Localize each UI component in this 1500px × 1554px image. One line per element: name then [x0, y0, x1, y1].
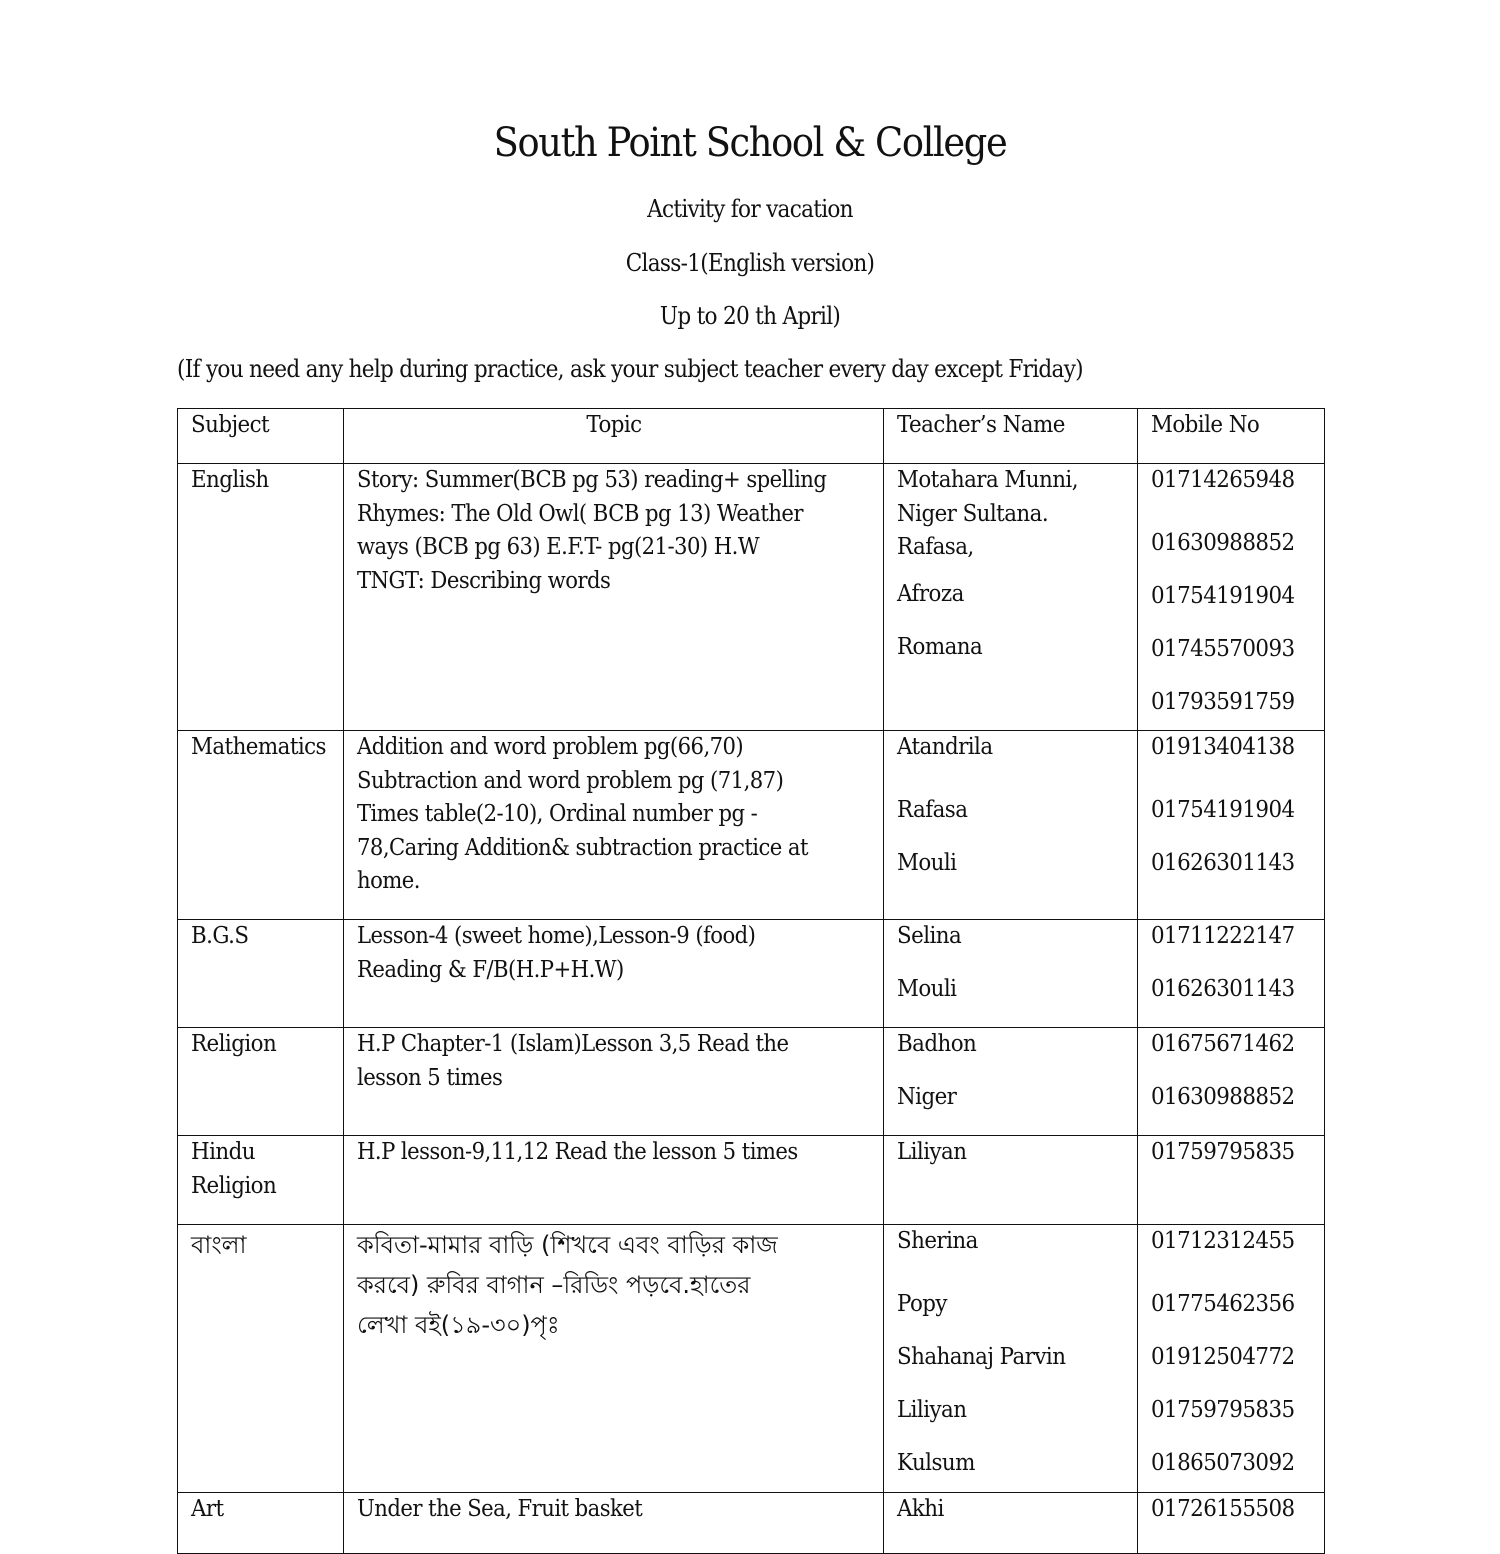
- topic-cell: H.P lesson-9,11,12 Read the lesson 5 times: [344, 1136, 884, 1225]
- topic-cell: Lesson-4 (sweet home),Lesson-9 (food) Reading & F/B(H.P+H.W): [344, 920, 884, 1028]
- teacher-cell: Selina Mouli: [884, 920, 1138, 1028]
- table-row: [178, 1225, 1325, 1493]
- schedule-table: [177, 408, 1325, 1554]
- table-row: [178, 464, 1325, 731]
- table-row: [178, 731, 1325, 920]
- mobile-cell: 01714265948 01630988852 01754191904 01745570093 01793591759: [1138, 464, 1325, 731]
- mobile-cell: 01726155508: [1138, 1493, 1325, 1554]
- header-topic: Topic: [344, 409, 884, 464]
- mobile-cell: 01913404138 01754191904 01626301143: [1138, 731, 1325, 920]
- teacher-cell: Badhon Niger: [884, 1028, 1138, 1136]
- topic-cell: কবিতা-মামার বাড়ি (শিখবে এবং বাড়ির কাজ করবে) রুবির বাগান –রিডিং পড়বে.হাতের লেখা বই(১৯-৩০)পৃঃ: [344, 1225, 884, 1493]
- teacher-cell: Sherina Popy Shahanaj Parvin Liliyan Kulsum: [884, 1225, 1138, 1493]
- table-row: [178, 1136, 1325, 1225]
- teacher-cell: Liliyan: [884, 1136, 1138, 1225]
- topic-cell: Story: Summer(BCB pg 53) reading+ spelling Rhymes: The Old Owl( BCB pg 13) Weather ways (BCB pg 63) E.F.T- pg(21-30) H.W TNGT: Describing words: [344, 464, 884, 731]
- subject-cell: Hindu Religion: [178, 1136, 344, 1225]
- school-title: South Point School & College: [493, 120, 1007, 166]
- mobile-cell: 01759795835: [1138, 1136, 1325, 1225]
- subject-cell: English: [178, 464, 344, 731]
- topic-cell: Addition and word problem pg(66,70) Subtraction and word problem pg (71,87) Times table(2-10), Ordinal number pg - 78,Caring Addition& subtraction practice at home.: [344, 731, 884, 920]
- activity-subtitle: Activity for vacation: [647, 195, 853, 223]
- subject-cell: B.G.S: [178, 920, 344, 1028]
- mobile-cell: 01712312455 01775462356 01912504772 01759795835 01865073092: [1138, 1225, 1325, 1493]
- table-row: [178, 1028, 1325, 1136]
- subject-cell: Mathematics: [178, 731, 344, 920]
- header-subject: Subject: [178, 409, 344, 464]
- teacher-cell: Atandrila Rafasa Mouli: [884, 731, 1138, 920]
- header-mobile: Mobile No: [1138, 409, 1325, 464]
- topic-cell: Under the Sea, Fruit basket: [344, 1493, 884, 1554]
- date-subtitle: Up to 20 th April): [659, 302, 841, 330]
- class-subtitle: Class-1(English version): [625, 249, 875, 277]
- table-row: [178, 1493, 1325, 1554]
- subject-cell: Religion: [178, 1028, 344, 1136]
- subject-cell: বাংলা: [178, 1225, 344, 1493]
- mobile-cell: 01675671462 01630988852: [1138, 1028, 1325, 1136]
- mobile-cell: 01711222147 01626301143: [1138, 920, 1325, 1028]
- header-teacher: Teacher’s Name: [884, 409, 1138, 464]
- help-note: (If you need any help during practice, ask your subject teacher every day except Friday): [177, 355, 1083, 383]
- teacher-cell: Motahara Munni, Niger Sultana. Rafasa, Afroza Romana: [884, 464, 1138, 731]
- table-header-row: [178, 409, 1325, 464]
- topic-cell: H.P Chapter-1 (Islam)Lesson 3,5 Read the lesson 5 times: [344, 1028, 884, 1136]
- teacher-cell: Akhi: [884, 1493, 1138, 1554]
- table-row: [178, 920, 1325, 1028]
- subject-cell: Art: [178, 1493, 344, 1554]
